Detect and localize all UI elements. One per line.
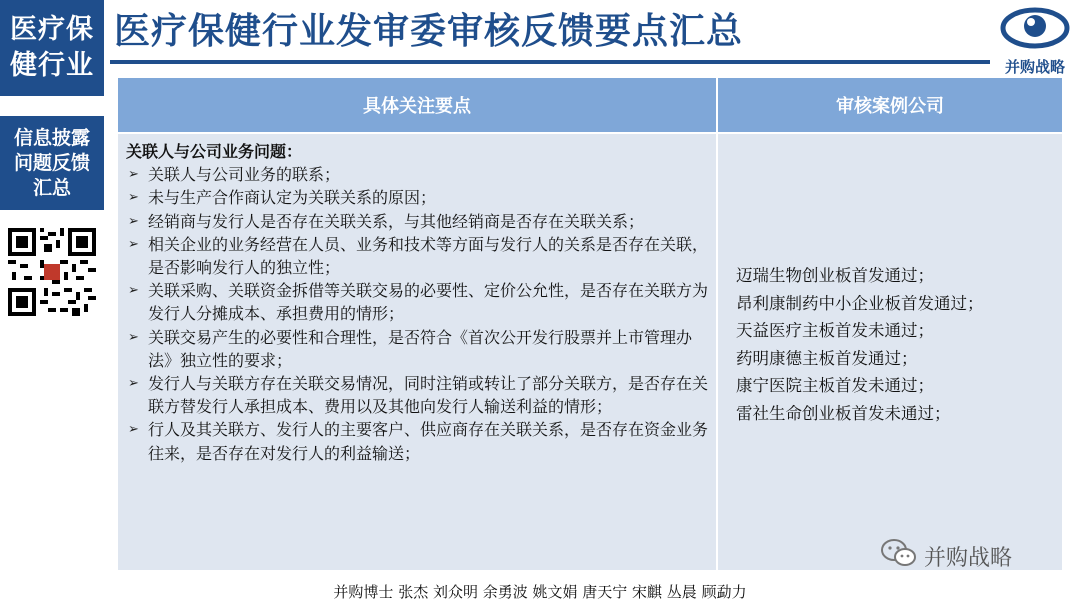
author-credits: 并购博士 张杰 刘众明 余勇波 姚文娟 唐天宁 宋麒 丛晨 顾勐力 [333,583,747,601]
section-label-line3: 汇总 [32,176,71,199]
list-item [126,372,712,418]
review-points-table [118,78,1062,570]
list-item-text: 未与生产合作商认定为关联关系的原因； [148,188,437,208]
list-item [126,163,712,186]
logo-label: 并购战略 [1004,58,1065,76]
watermark-text: 并购战略 [924,545,1013,571]
qr-code-icon [8,228,96,316]
column-divider [716,78,718,570]
arrow-bullet-icon: ➢ [128,376,139,392]
title-divider [110,60,990,64]
column-header-focus-points: 具体关注要点 [118,78,716,132]
eye-icon [1000,6,1070,54]
arrow-bullet-icon: ➢ [128,190,139,206]
section-label-line1: 信息披露 [13,126,90,149]
arrow-bullet-icon: ➢ [128,422,139,438]
focus-points-list [126,163,712,465]
case-companies-cell [736,262,1056,427]
arrow-bullet-icon: ➢ [128,167,139,183]
company-item: 迈瑞生物创业板首发通过； [736,266,934,285]
company-item: 天益医疗主板首发未通过； [736,321,934,340]
list-item-text: 经销商与发行人是否存在关联关系，与其他经销商是否存在关联关系； [148,211,645,231]
list-item [126,418,712,464]
company-item: 康宁医院主板首发未通过； [736,376,934,395]
topic-heading: 关联人与公司业务问题： [126,142,303,161]
section-label-line2: 问题反馈 [13,151,90,174]
arrow-bullet-icon: ➢ [128,236,139,252]
wechat-watermark [880,536,1012,576]
company-item: 药明康德主板首发通过； [736,348,918,368]
company-item: 雷社生命创业板首发未通过； [736,403,951,423]
list-item-text: 相关企业的业务经营在人员、业务和技术等方面与发行人的关系是否存在关联，是否影响发行人的独立性； [148,234,709,278]
list-item-text: 行人及其关联方、发行人的主要客户、供应商存在关联关系，是否存在资金业务往来，是否存在对发行人的利益输送； [148,420,709,463]
list-item [126,326,712,372]
brand-logo [994,6,1076,76]
section-label [0,116,104,210]
focus-points-cell [126,140,712,465]
arrow-bullet-icon: ➢ [128,329,139,345]
list-item [126,186,712,209]
arrow-bullet-icon: ➢ [128,283,139,299]
company-item: 昂利康制药中小企业板首发通过； [736,293,984,313]
page-title: 医疗保健行业发审委审核反馈要点汇总 [114,11,744,52]
list-item [126,233,712,279]
column-header-case-companies: 审核案例公司 [718,78,1062,132]
header-divider [118,132,1062,134]
list-item-text: 关联交易产生的必要性和合理性，是否符合《首次公开发行股票并上市管理办法》独立性的要求； [148,327,693,370]
list-item [126,210,712,233]
arrow-bullet-icon: ➢ [128,213,139,229]
industry-label-line2: 健行业 [10,50,94,81]
industry-label-line1: 医疗保 [10,14,94,45]
list-item [126,279,712,325]
list-item-text: 发行人与关联方存在关联交易情况，同时注销或转让了部分关联方，是否存在关联方替发行人承担成本、费用以及其他向发行人输送利益的情形； [148,374,709,417]
wechat-icon [880,537,918,575]
list-item-text: 关联采购、关联资金拆借等关联交易的必要性、定价公允性，是否存在关联方为发行人分摊成本、承担费用的情形； [148,281,709,324]
list-item-text: 关联人与公司业务的联系； [148,165,341,185]
industry-label [0,0,104,96]
